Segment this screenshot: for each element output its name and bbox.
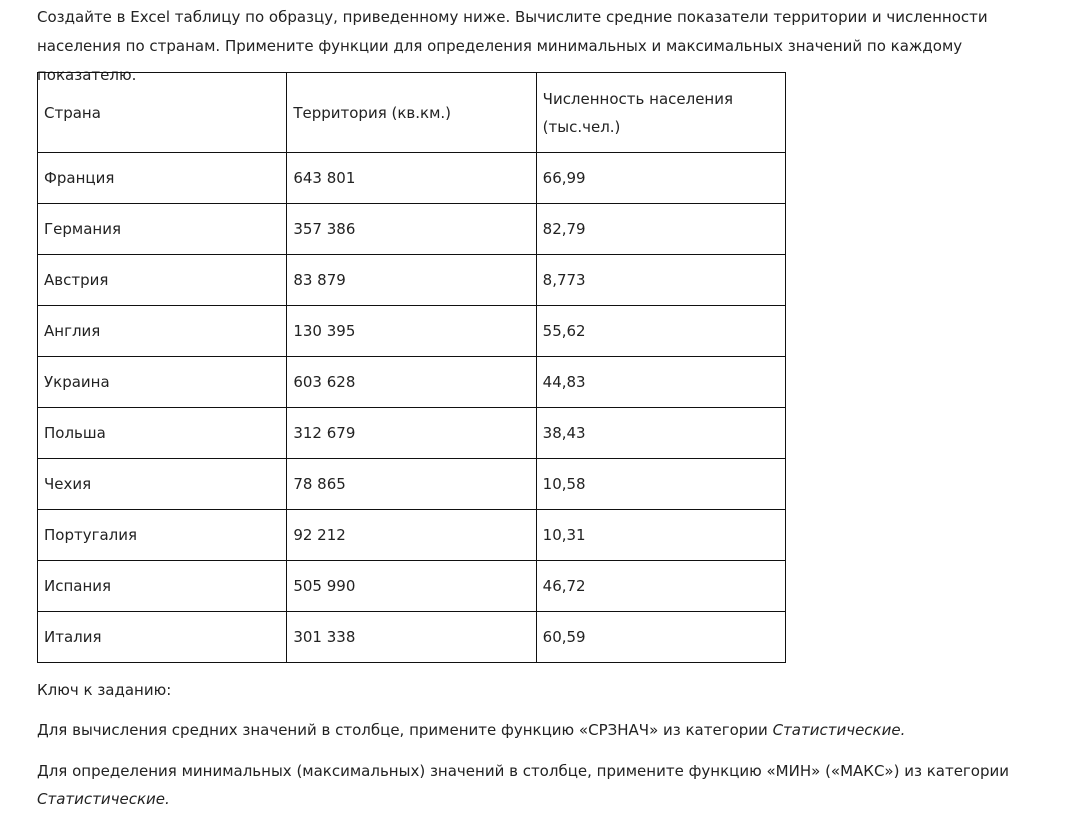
table-row bbox=[38, 255, 786, 306]
cell-territory: 603 628 bbox=[287, 357, 536, 408]
countries-table bbox=[37, 72, 786, 663]
key-title: Ключ к заданию: bbox=[37, 681, 172, 699]
cell-territory: 130 395 bbox=[287, 306, 536, 357]
cell-country: Чехия bbox=[38, 459, 287, 510]
table-row bbox=[38, 357, 786, 408]
table-row bbox=[38, 204, 786, 255]
cell-country: Англия bbox=[38, 306, 287, 357]
cell-territory: 83 879 bbox=[287, 255, 536, 306]
cell-country: Португалия bbox=[38, 510, 287, 561]
hint-average-text: Для вычисления средних значений в столбце, примените функцию «СРЗНАЧ» из категории bbox=[37, 721, 773, 739]
cell-population: 60,59 bbox=[536, 612, 785, 663]
cell-country: Франция bbox=[38, 153, 287, 204]
hint-min-max-text: Для определения минимальных (максимальных) значений в столбце, примените функцию «МИН» («МАКС») из категории bbox=[37, 762, 1010, 780]
cell-country: Украина bbox=[38, 357, 287, 408]
cell-territory: 78 865 bbox=[287, 459, 536, 510]
cell-population: 55,62 bbox=[536, 306, 785, 357]
cell-territory: 301 338 bbox=[287, 612, 536, 663]
table-row bbox=[38, 408, 786, 459]
cell-population: 38,43 bbox=[536, 408, 785, 459]
table-row bbox=[38, 612, 786, 663]
header-population: Численность населения (тыс.чел.) bbox=[536, 73, 785, 153]
table-header-row bbox=[38, 73, 786, 153]
cell-population: 44,83 bbox=[536, 357, 785, 408]
table-row bbox=[38, 561, 786, 612]
table-row bbox=[38, 306, 786, 357]
cell-country: Испания bbox=[38, 561, 287, 612]
cell-territory: 643 801 bbox=[287, 153, 536, 204]
cell-territory: 357 386 bbox=[287, 204, 536, 255]
hint-average-category: Статистические. bbox=[772, 721, 906, 739]
cell-population: 82,79 bbox=[536, 204, 785, 255]
cell-territory: 92 212 bbox=[287, 510, 536, 561]
cell-country: Италия bbox=[38, 612, 287, 663]
cell-population: 46,72 bbox=[536, 561, 785, 612]
header-territory: Территория (кв.км.) bbox=[287, 73, 536, 153]
task-description: Создайте в Excel таблицу по образцу, приведенному ниже. Вычислите средние показатели территории и численности населения по странам. Примените функции для определения минимальных и максимальных значений по каждому показателю. bbox=[37, 8, 988, 84]
cell-population: 8,773 bbox=[536, 255, 785, 306]
cell-territory: 505 990 bbox=[287, 561, 536, 612]
cell-population: 10,31 bbox=[536, 510, 785, 561]
hint-min-max-category: Статистические. bbox=[37, 790, 170, 808]
cell-population: 10,58 bbox=[536, 459, 785, 510]
cell-population: 66,99 bbox=[536, 153, 785, 204]
cell-country: Польша bbox=[38, 408, 287, 459]
table-row bbox=[38, 153, 786, 204]
table-row bbox=[38, 459, 786, 510]
hint-min-max bbox=[37, 757, 1037, 813]
header-country: Страна bbox=[38, 73, 287, 153]
table-row bbox=[38, 510, 786, 561]
hint-average bbox=[37, 718, 1047, 742]
cell-country: Германия bbox=[38, 204, 287, 255]
cell-territory: 312 679 bbox=[287, 408, 536, 459]
cell-country: Австрия bbox=[38, 255, 287, 306]
